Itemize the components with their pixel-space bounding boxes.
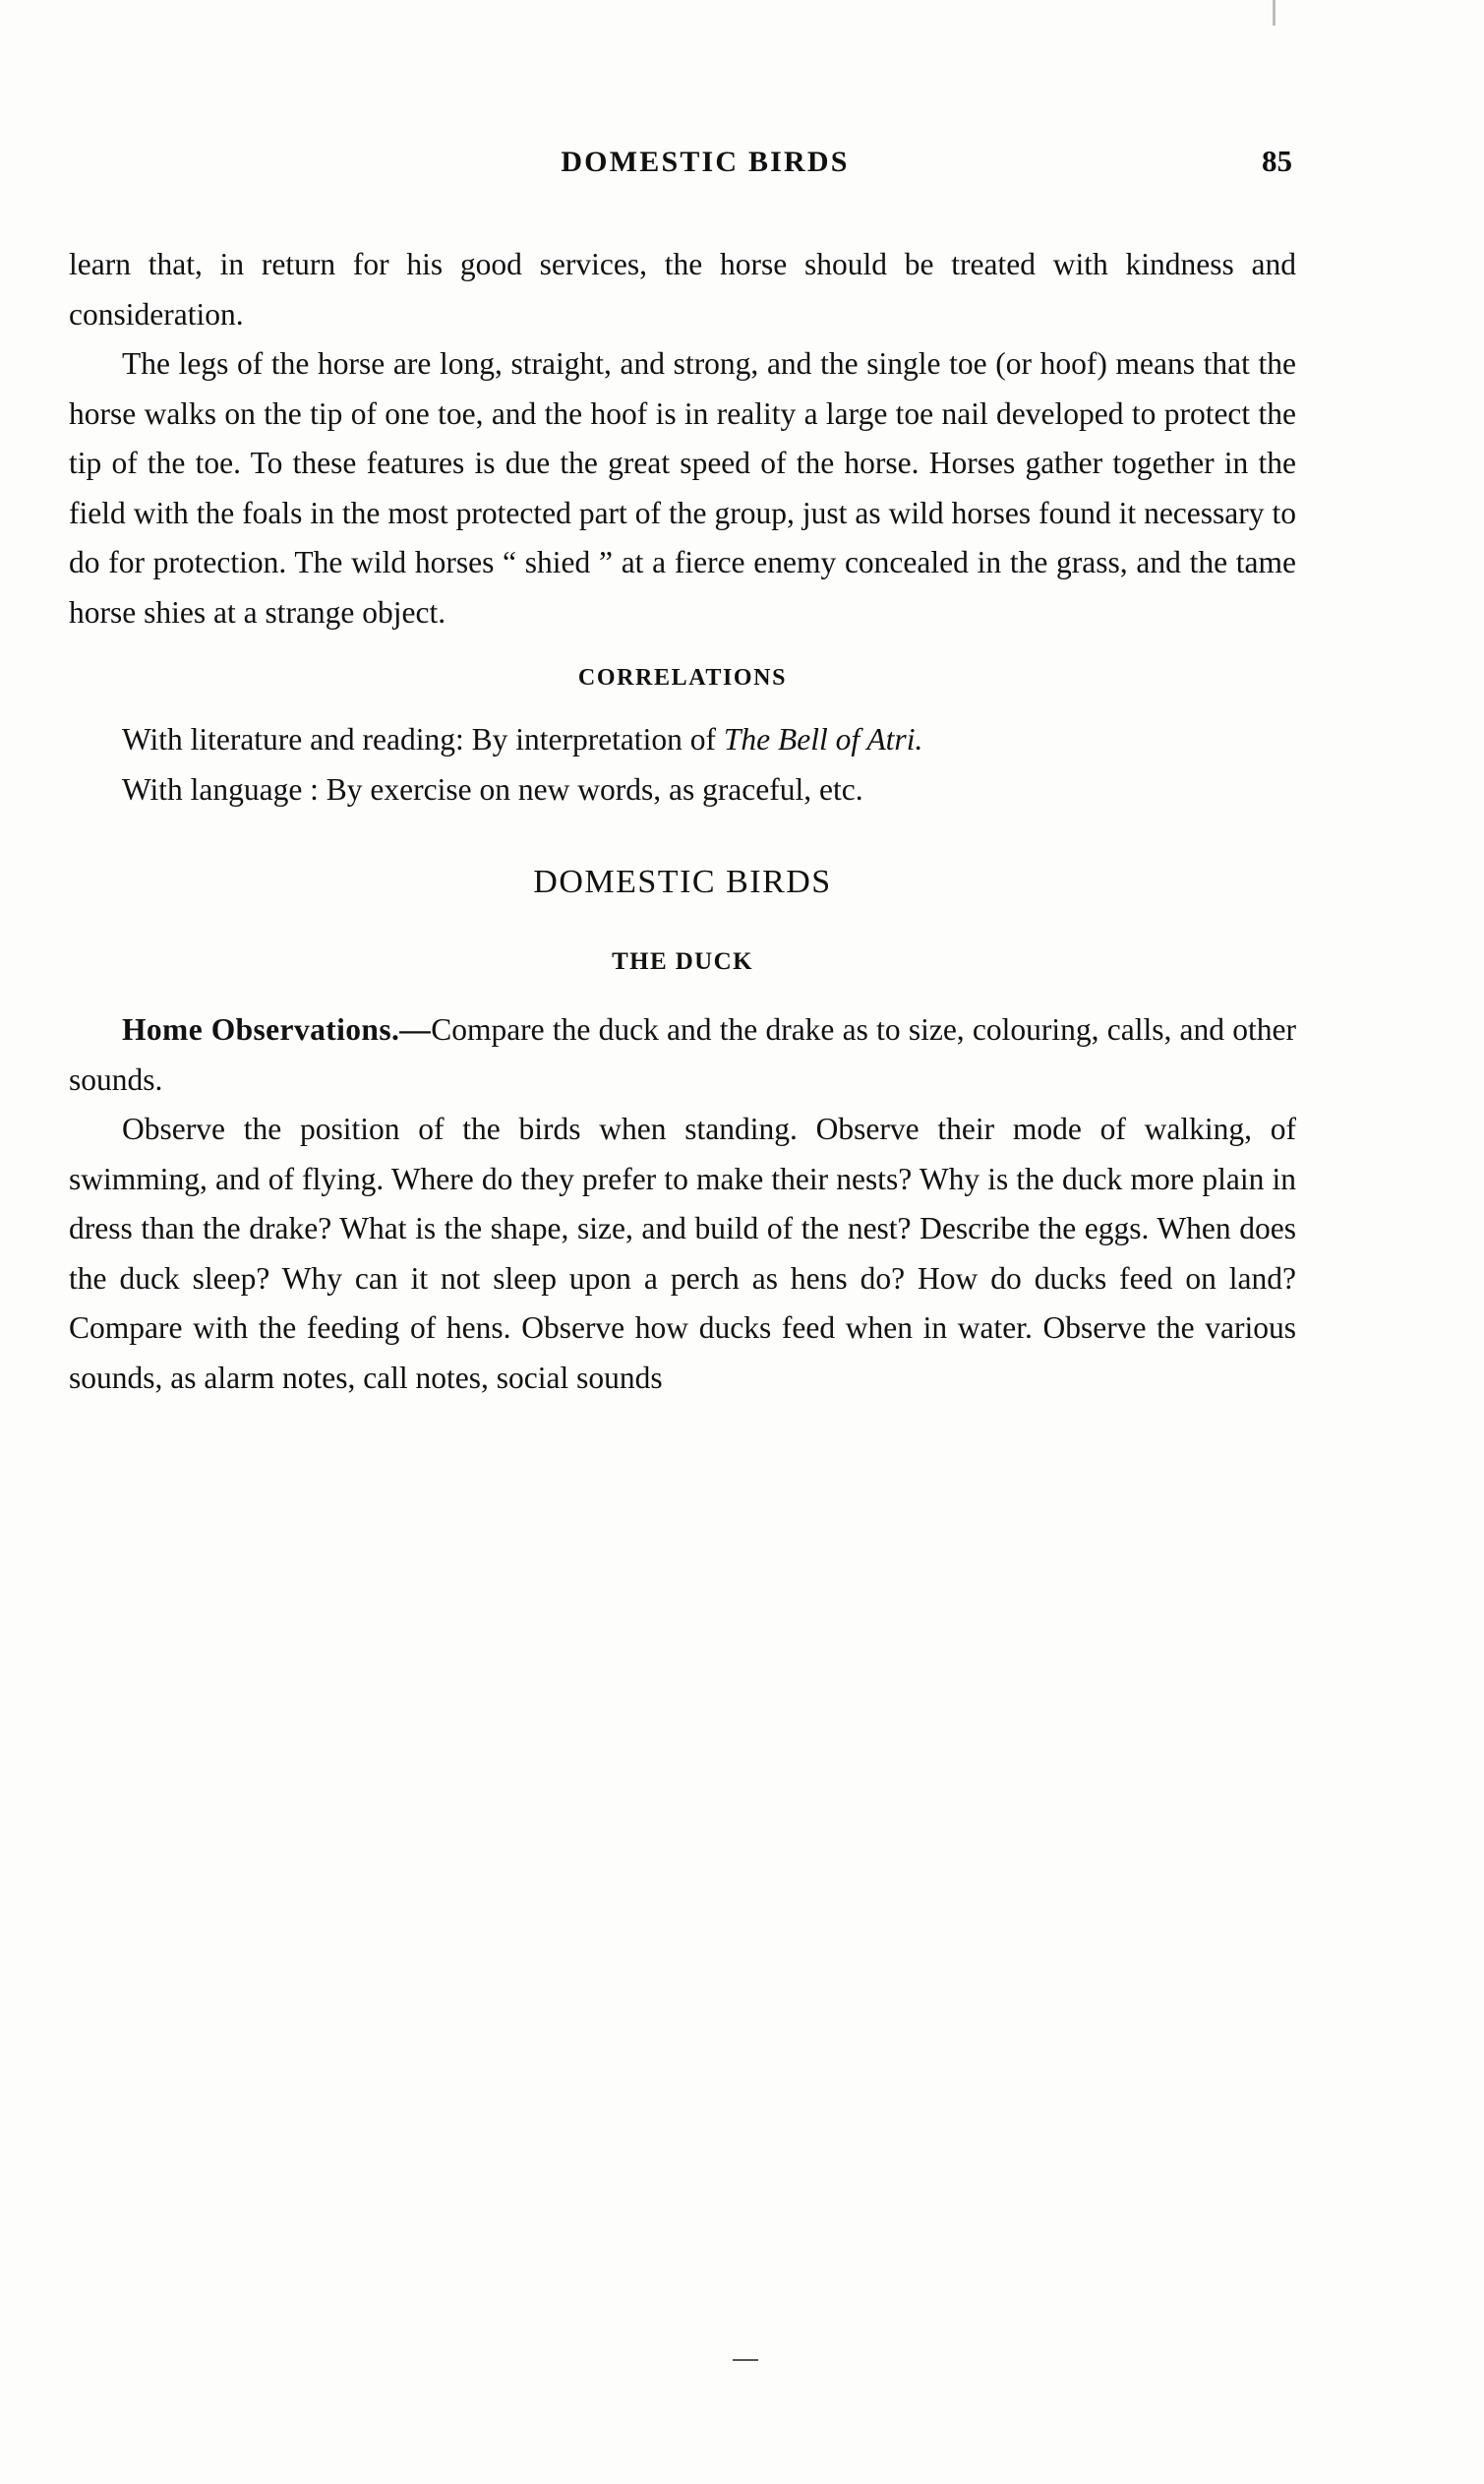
- running-head-title: DOMESTIC BIRDS: [561, 146, 850, 178]
- page-edge-tick-top: [1273, 0, 1276, 26]
- footer-divider: [733, 2359, 758, 2361]
- book-title-italic: The Bell of Atri.: [723, 722, 923, 757]
- paragraph-home-observations: [69, 1005, 1296, 1105]
- correlations-heading: CORRELATIONS: [577, 665, 788, 691]
- paragraph-literature: [69, 715, 1296, 765]
- paragraph-literature-text: With literature and reading: By interpretation of: [122, 722, 724, 757]
- page-content: [61, 138, 1349, 1403]
- subheading-the-duck: THE DUCK: [612, 948, 753, 975]
- paragraph-continued: learn that, in return for his good services, the horse should be treated with kindness and consideration.: [69, 247, 1296, 332]
- paragraph-observe-birds: Observe the position of the birds when standing. Observe their mode of walking, of swimming, and of flying. Where do they prefer to make their nests? Why is the duck more plain in dress than the drake? What is the shape, size, and build of the nest? Describe the eggs. When does the duck sleep? Why can it not sleep upon a perch as hens do? How do ducks feed on land? Compare with the feeding of hens. Observe how ducks feed when in water. Observe the various sounds, as alarm notes, call notes, social sounds: [69, 1112, 1296, 1395]
- paragraph-home-observations-text: Compare the duck and the drake as to size, colouring, calls, and other sounds.: [69, 1012, 1296, 1097]
- lead-in-home-observations: Home Observations.—: [122, 1012, 432, 1047]
- text-block: [69, 240, 1296, 1403]
- section-heading-domestic-birds: DOMESTIC BIRDS: [533, 864, 832, 900]
- page-number: 85: [1262, 144, 1292, 178]
- paragraph-language: With language : By exercise on new words, as graceful, etc.: [122, 771, 863, 807]
- running-head: [61, 138, 1349, 207]
- paragraph-horse-legs: The legs of the horse are long, straight, and strong, and the single toe (or hoof) means that the horse walks on the tip of one toe, and the hoof is in reality a large toe nail developed to protect the tip of the toe. To these features is due the great speed of the horse. Horses gather together in the field with the foals in the most protected part of the group, just as wild horses found it necessary to do for protection. The wild horses “ shied ” at a fierce enemy concealed in the grass, and the tame horse shies at a strange object.: [69, 346, 1296, 630]
